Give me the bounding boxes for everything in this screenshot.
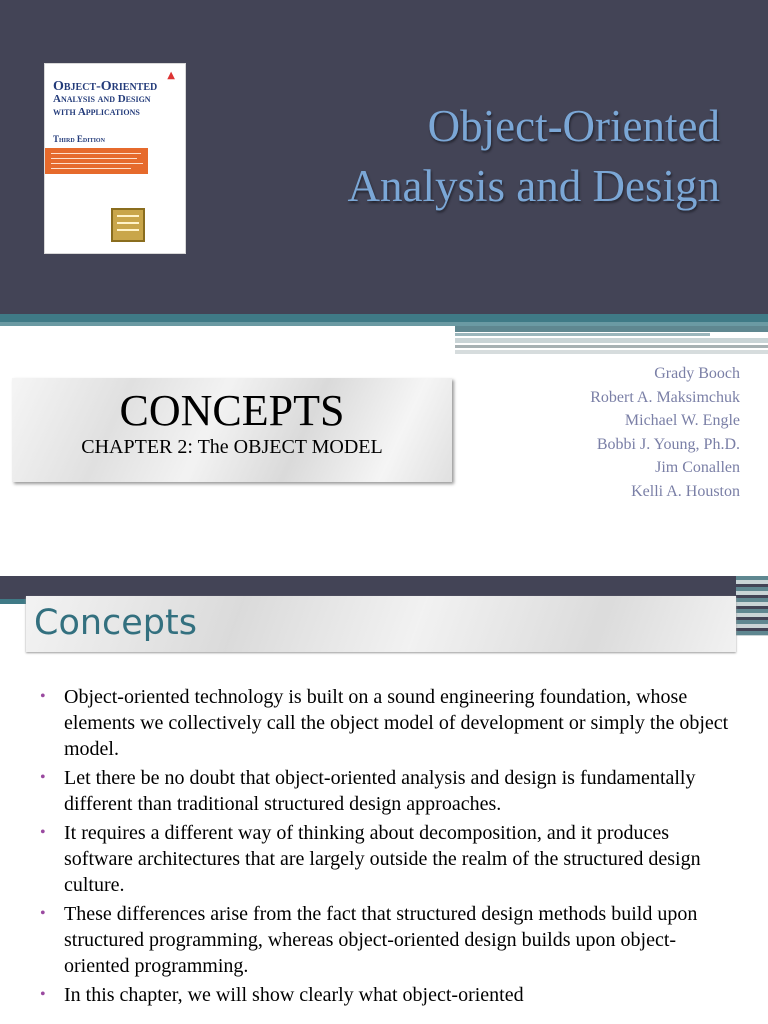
book-author-band	[45, 148, 148, 174]
header-stripe	[0, 314, 768, 322]
bullet-icon: •	[40, 905, 46, 922]
concepts-banner	[12, 378, 452, 482]
chapter-subtitle: CHAPTER 2: The OBJECT MODEL	[81, 436, 383, 458]
title-line: Analysis and Design	[347, 161, 720, 211]
author-list	[590, 362, 740, 503]
book-title-line: Object-Oriented	[53, 79, 158, 94]
book-cover-title	[53, 80, 179, 119]
bullet-icon: •	[40, 986, 46, 1003]
bullet-text: These differences arise from the fact that structured design methods build upon structured programming, whereas object-oriented design builds upon object-oriented programming.	[64, 903, 698, 977]
list-item	[40, 765, 730, 817]
author-name: Kelli A. Houston	[631, 482, 740, 500]
author-name: Michael W. Engle	[624, 412, 740, 429]
bullet-text: Object-oriented technology is built on a sound engineering foundation, whose elements we collectively call the object model of development or simply the object model.	[64, 686, 729, 760]
title-line: Object-Oriented	[427, 101, 720, 151]
header-stripe	[455, 350, 768, 354]
list-item	[40, 982, 730, 1008]
concepts-slide	[0, 576, 768, 1024]
header-stripe	[455, 326, 768, 332]
list-item	[40, 820, 730, 898]
concepts-heading: CONCEPTS	[119, 386, 345, 435]
presentation-title	[348, 96, 720, 216]
book-edition: Third Edition	[53, 134, 105, 144]
bullet-text: It requires a different way of thinking about decomposition, and it produces software architectures that are largely outside the realm of the structured design culture.	[64, 822, 701, 896]
header-stripe	[736, 576, 768, 636]
bullet-icon: •	[40, 769, 46, 786]
bullet-icon: •	[40, 824, 46, 841]
author-name: Robert A. Maksimchuk	[590, 388, 740, 406]
bullet-text: In this chapter, we will show clearly what object-oriented	[64, 984, 524, 1006]
slide-title-box	[26, 596, 736, 652]
list-item	[40, 901, 730, 979]
book-cover-image	[45, 64, 185, 253]
author-name: Jim Conallen	[655, 459, 740, 476]
header-stripe	[455, 338, 768, 343]
series-badge-icon	[111, 208, 145, 242]
header-stripe	[455, 333, 710, 336]
slide-title: Concepts	[34, 603, 197, 643]
book-title-line: Analysis and Design	[53, 93, 151, 105]
bullet-text: Let there be no doubt that object-oriented analysis and design is fundamentally different than traditional structured design approaches.	[64, 767, 696, 815]
book-title-line: with Applications	[53, 106, 140, 118]
bullet-icon: •	[40, 688, 46, 705]
bullet-list	[40, 684, 730, 1011]
author-name: Bobbi J. Young, Ph.D.	[596, 435, 740, 453]
list-item	[40, 684, 730, 762]
header-stripe	[455, 345, 768, 348]
publisher-logo-icon: ▲	[167, 70, 175, 81]
author-name: Grady Booch	[654, 365, 740, 382]
